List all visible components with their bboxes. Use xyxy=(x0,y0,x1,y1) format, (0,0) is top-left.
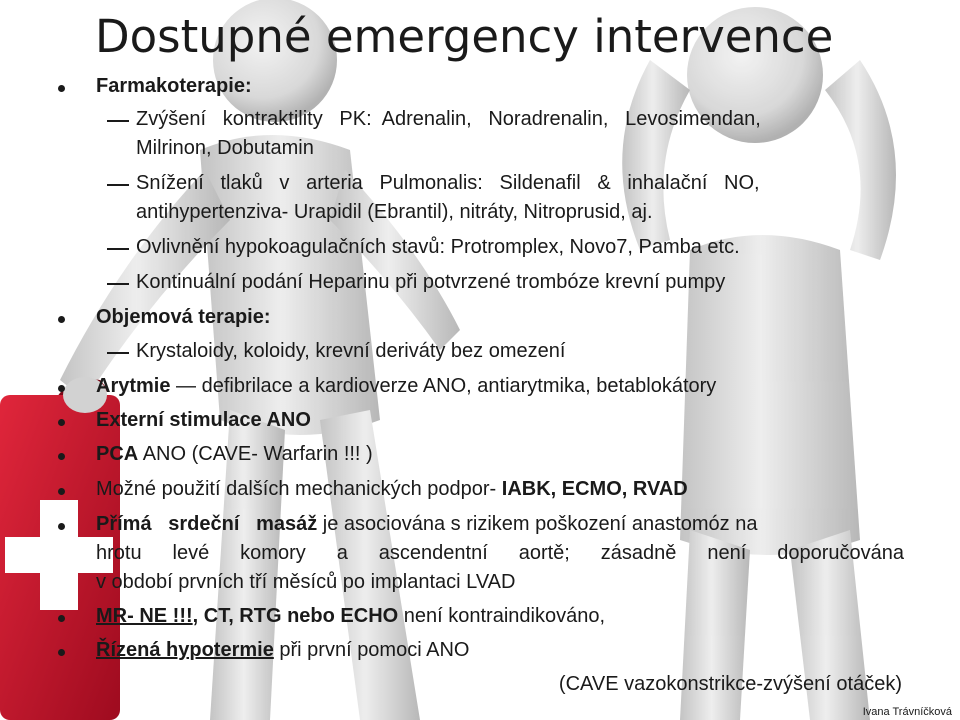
farmako-item-1-line2: Milrinon, Dobutamin xyxy=(136,137,314,159)
bullet-icon xyxy=(58,488,65,495)
rizena-text: při první pomoci ANO xyxy=(273,639,470,661)
farmako-item-1-line1: Zvýšení kontraktility PK: Adrenalin, Noradrenalin, Levosimendan, xyxy=(136,108,761,130)
arytmie-line xyxy=(96,372,904,401)
dash-icon xyxy=(107,283,129,285)
prima-line1 xyxy=(96,510,904,539)
mr-label: MR- NE !!! xyxy=(96,605,193,627)
pca-line xyxy=(96,440,904,469)
bullet-icon xyxy=(58,453,65,460)
mozne-devices: IABK, ECMO, RVAD xyxy=(501,478,688,500)
mr-line xyxy=(96,602,904,631)
prima-line2: hrotu levé komory a ascendentní aortě; zásadně není doporučována xyxy=(96,542,904,564)
bullet-icon xyxy=(58,419,65,426)
dash-icon xyxy=(107,352,129,354)
mozne-line xyxy=(96,475,904,504)
farmako-item-3: Ovlivnění hypokoagulačních stavů: Protromplex, Novo7, Pamba etc. xyxy=(136,236,740,258)
mr-text: není kontraindikováno, xyxy=(398,605,606,627)
bullet-icon xyxy=(58,649,65,656)
farmako-item-4: Kontinuální podání Heparinu při potvrzené trombóze krevní pumpy xyxy=(136,271,726,293)
prima-label: Přímá srdeční masáž xyxy=(96,513,318,535)
author-credit: Ivana Trávníčková xyxy=(862,706,952,718)
farmakoterapie-heading: Farmakoterapie: xyxy=(96,75,252,97)
arytmie-text: — defibrilace a kardioverze ANO, antiarytmika, betablokátory xyxy=(170,375,717,397)
prima-line3: v období prvních tří měsíců po implantaci LVAD xyxy=(96,571,516,593)
farmako-item-2-line2: antihypertenziva- Urapidil (Ebrantil), nitráty, Nitroprusid, aj. xyxy=(136,201,653,223)
farmako-item-2-line1: Snížení tlaků v arteria Pulmonalis: Sildenafil & inhalační NO, xyxy=(136,172,760,194)
prima-text-1: je asociována s rizikem poškození anastomóz na xyxy=(317,513,758,535)
mozne-text: Možné použití dalších mechanických podpor- xyxy=(96,478,502,500)
rizena-label: Řízená hypotermie xyxy=(96,639,274,661)
cave-note: (CAVE vazokonstrikce-zvýšení otáček) xyxy=(558,673,902,695)
bullet-icon xyxy=(58,615,65,622)
dash-icon xyxy=(107,184,129,186)
externi-line: Externí stimulace ANO xyxy=(96,409,311,431)
objemova-item-1: Krystaloidy, koloidy, krevní deriváty bez omezení xyxy=(136,340,566,362)
objemova-heading: Objemová terapie: xyxy=(96,306,271,328)
bullet-icon xyxy=(58,523,65,530)
arytmie-label: Arytmie xyxy=(96,375,171,397)
pca-label: PCA xyxy=(96,443,139,465)
bullet-icon xyxy=(58,385,65,392)
dash-icon xyxy=(107,120,129,122)
bullet-icon xyxy=(58,85,65,92)
page-title: Dostupné emergency intervence xyxy=(95,10,834,63)
rizena-line xyxy=(96,636,904,665)
mr-modalities: , CT, RTG nebo ECHO xyxy=(192,605,399,627)
bullet-icon xyxy=(58,316,65,323)
pca-text: ANO (CAVE- Warfarin !!! ) xyxy=(138,443,373,465)
dash-icon xyxy=(107,248,129,250)
